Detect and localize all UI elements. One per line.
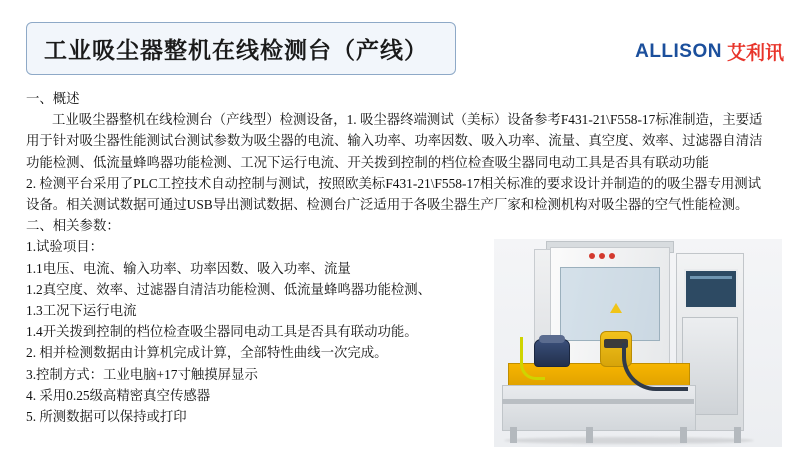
bench-frame (502, 385, 696, 431)
params-item: 1.4开关拨到控制的档位检查吸尘器同电动工具是否具有联动功能。 (26, 324, 418, 340)
logo-latin-text: ALLISON (635, 40, 722, 62)
equipment-photo (494, 239, 782, 447)
page-title: 工业吸尘器整机在线检测台（产线） (44, 38, 428, 63)
bench-leg (680, 427, 687, 443)
bench-leg (510, 427, 517, 443)
floor-shadow (504, 437, 754, 444)
warning-triangle-icon (610, 303, 622, 313)
params-item: 1.2真空度、效率、过滤器自清洁功能检测、低流量蜂鸣器功能检测、 (26, 281, 432, 297)
params-item: 1.试验项目： (26, 239, 103, 255)
overview-paragraph-2: 2. 检测平台采用了PLC工控技术自动控制与测试，按照欧美标F431-21\F558-17相关标准的要求设计并制造的的吸尘器专用测试设备。相关测试数据可通过USB导出测试数据、检测台广泛适用于各吸尘器生产厂家和检测机构对吸尘器的空气性能检测。 (26, 175, 762, 213)
logo-chinese-text: 艾利讯 (726, 43, 784, 64)
params-item: 5. 所测数据可以保持或打印 (26, 409, 187, 425)
params-item: 3.控制方式：工业电脑+17寸触摸屏显示 (26, 366, 258, 382)
params-heading: 二、相关参数： (26, 218, 120, 234)
vacuum-unit-blue (534, 339, 570, 367)
params-item: 1.1电压、电流、输入功率、功率因数、吸入功率、流量 (26, 260, 351, 276)
indicator-lights (589, 253, 625, 261)
company-logo (635, 38, 784, 65)
bench-rail (502, 399, 694, 404)
overview-paragraph-1: 工业吸尘器整机在线检测台（产线型）检测设备，1. 吸尘器终端测试（美标）设备参考F431-21\F558-17标准制造，主要适用于针对吸尘器性能测试台测试参数为吸尘器的电流、输入功率、功率因数、吸入功率、流量、真空度、效率、过滤器自清洁功能检测、低流量蜂鸣器功能检测、工况下运行电流、开关拨到控制的档位检查吸尘器同电动工具是否具有联动功能 (26, 112, 763, 170)
params-item: 1.3工况下运行电流 (26, 303, 137, 319)
params-item: 2. 相并检测数据由计算机完成计算，全部特性曲线一次完成。 (26, 345, 388, 361)
bench-leg (586, 427, 593, 443)
overview-heading: 一、概述 (26, 91, 80, 106)
params-item: 4. 采用0.25级高精密真空传感器 (26, 387, 211, 403)
bench-leg (734, 427, 741, 443)
touchscreen-display (684, 269, 738, 309)
